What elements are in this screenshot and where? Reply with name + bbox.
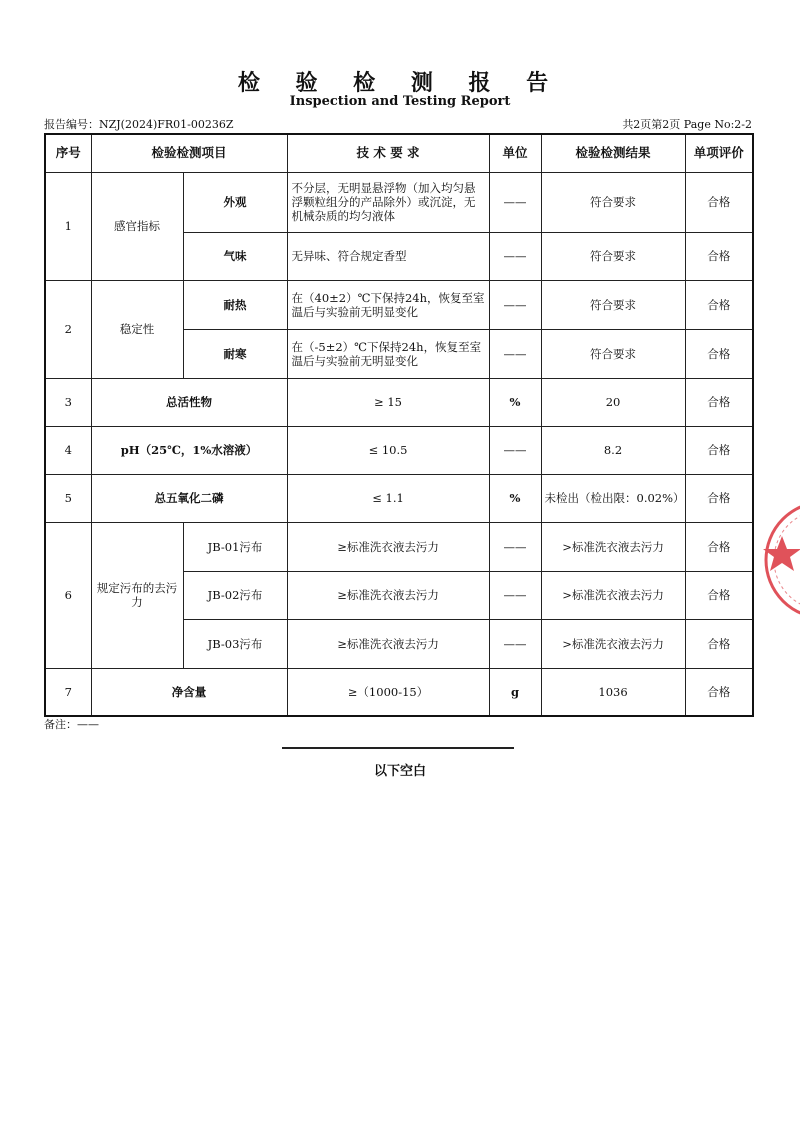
row-result: 1036 <box>541 668 685 716</box>
row-unit: —— <box>489 172 541 232</box>
row-result: 符合要求 <box>541 232 685 280</box>
row-requirement: 在（40±2）℃下保持24h，恢复至室温后与实验前无明显变化 <box>287 280 489 329</box>
end-text: 以下空白 <box>373 764 426 779</box>
row-evaluation: 合格 <box>685 329 753 378</box>
official-seal <box>752 486 800 634</box>
row-unit: —— <box>489 619 541 668</box>
row-seq: 6 <box>45 522 91 668</box>
row-subitem: JB-03污布 <box>183 619 287 668</box>
row-unit: —— <box>489 232 541 280</box>
row-result: 20 <box>541 378 685 426</box>
header-requirement: 技 术 要 求 <box>287 134 489 172</box>
row-result: >标准洗衣液去污力 <box>541 522 685 571</box>
table-row <box>45 378 753 426</box>
row-subitem: 气味 <box>183 232 287 280</box>
table-row <box>45 668 753 716</box>
row-subitem: JB-01污布 <box>183 522 287 571</box>
table-row <box>45 280 753 329</box>
header-evaluation: 单项评价 <box>685 134 753 172</box>
table-row <box>45 172 753 232</box>
row-evaluation: 合格 <box>685 668 753 716</box>
row-item: 总五氧化二磷 <box>91 474 287 522</box>
report-number: 报告编号：NZJ(2024)FR01-00236Z <box>44 118 234 131</box>
header-unit: 单位 <box>489 134 541 172</box>
row-requirement: 在（-5±2）℃下保持24h，恢复至室温后与实验前无明显变化 <box>287 329 489 378</box>
table-row <box>45 522 753 571</box>
row-unit: —— <box>489 280 541 329</box>
row-unit: —— <box>489 329 541 378</box>
row-unit: % <box>489 378 541 426</box>
row-unit: —— <box>489 571 541 619</box>
row-result: 符合要求 <box>541 280 685 329</box>
row-subitem: 耐热 <box>183 280 287 329</box>
row-unit: —— <box>489 522 541 571</box>
row-requirement: 无异味、符合规定香型 <box>287 232 489 280</box>
row-group: 稳定性 <box>91 280 183 378</box>
row-seq: 7 <box>45 668 91 716</box>
row-evaluation: 合格 <box>685 378 753 426</box>
row-requirement: ≤ 10.5 <box>287 426 489 474</box>
row-item: pH（25℃，1%水溶液） <box>91 426 287 474</box>
row-subitem: 外观 <box>183 172 287 232</box>
row-result: >标准洗衣液去污力 <box>541 571 685 619</box>
row-evaluation: 合格 <box>685 522 753 571</box>
row-group: 感官指标 <box>91 172 183 280</box>
row-evaluation: 合格 <box>685 426 753 474</box>
table-header-row <box>45 134 753 172</box>
row-requirement: 不分层，无明显悬浮物（加入均匀悬浮颗粒组分的产品除外）或沉淀，无机械杂质的均匀液体 <box>287 172 489 232</box>
header-item: 检验检测项目 <box>91 134 287 172</box>
row-evaluation: 合格 <box>685 619 753 668</box>
row-subitem: 耐寒 <box>183 329 287 378</box>
row-seq: 5 <box>45 474 91 522</box>
row-result: >标准洗衣液去污力 <box>541 619 685 668</box>
row-evaluation: 合格 <box>685 232 753 280</box>
row-item: 净含量 <box>91 668 287 716</box>
table-row <box>45 426 753 474</box>
row-requirement: ≥标准洗衣液去污力 <box>287 571 489 619</box>
row-evaluation: 合格 <box>685 474 753 522</box>
row-seq: 2 <box>45 280 91 378</box>
row-requirement: ≥标准洗衣液去污力 <box>287 522 489 571</box>
row-unit: —— <box>489 426 541 474</box>
remarks: 备注：—— <box>44 718 99 731</box>
row-result: 未检出（检出限：0.02%） <box>541 474 685 522</box>
row-evaluation: 合格 <box>685 172 753 232</box>
end-divider <box>282 747 514 749</box>
row-result: 符合要求 <box>541 172 685 232</box>
inspection-table <box>44 133 754 717</box>
row-unit: % <box>489 474 541 522</box>
row-unit: g <box>489 668 541 716</box>
table-row <box>45 474 753 522</box>
row-result: 符合要求 <box>541 329 685 378</box>
row-requirement: ≥标准洗衣液去污力 <box>287 619 489 668</box>
row-seq: 3 <box>45 378 91 426</box>
row-requirement: ≤ 1.1 <box>287 474 489 522</box>
row-result: 8.2 <box>541 426 685 474</box>
row-evaluation: 合格 <box>685 571 753 619</box>
row-group: 规定污布的去污力 <box>91 522 183 668</box>
header-seq: 序号 <box>45 134 91 172</box>
row-seq: 1 <box>45 172 91 280</box>
header-result: 检验检测结果 <box>541 134 685 172</box>
row-requirement: ≥ 15 <box>287 378 489 426</box>
report-title: 检 验 检 测 报 告 <box>237 70 563 96</box>
row-seq: 4 <box>45 426 91 474</box>
page-info: 共2页第2页 Page No:2-2 <box>622 118 752 131</box>
row-subitem: JB-02污布 <box>183 571 287 619</box>
row-item: 总活性物 <box>91 378 287 426</box>
row-evaluation: 合格 <box>685 280 753 329</box>
row-requirement: ≥（1000-15） <box>287 668 489 716</box>
report-subtitle: Inspection and Testing Report <box>289 94 511 109</box>
